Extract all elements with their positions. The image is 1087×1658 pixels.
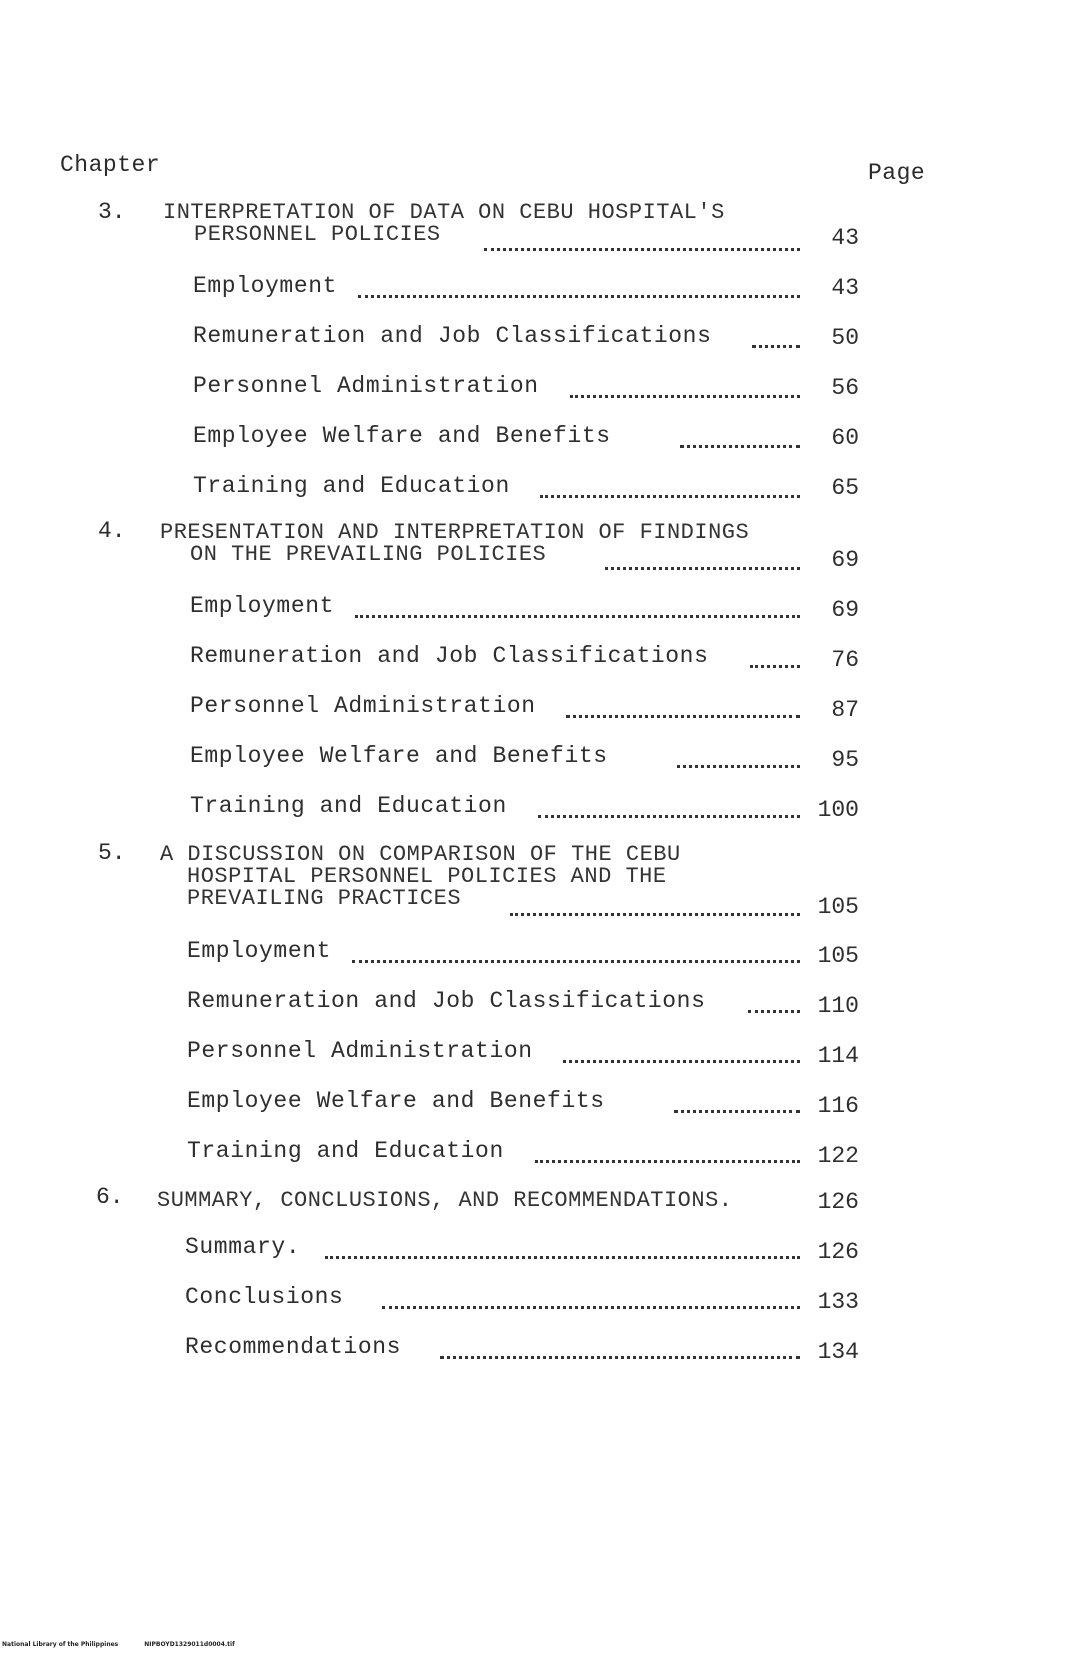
chapter-page-number: 105 xyxy=(817,894,859,920)
entry-page-number: 116 xyxy=(817,1093,859,1119)
dot-leader xyxy=(535,1135,800,1163)
page-column-header: Page xyxy=(868,160,926,186)
entry-label: Personnel Administration xyxy=(190,693,536,719)
entry-label: Employment xyxy=(187,938,332,964)
entry-page-number: 126 xyxy=(817,1239,859,1265)
chapter-page-number: 43 xyxy=(831,225,859,251)
entry-label: Training and Education xyxy=(190,793,507,819)
entry-page-number: 134 xyxy=(817,1339,859,1365)
entry-page-number: 133 xyxy=(817,1289,859,1315)
entry-label: Remuneration and Job Classifications xyxy=(190,643,709,669)
chapter-title xyxy=(157,1190,733,1212)
chapter-title-line: PERSONNEL POLICIES xyxy=(194,222,441,247)
entry-page-number: 95 xyxy=(831,747,859,773)
chapter-title-line: ON THE PREVAILING POLICIES xyxy=(190,542,547,567)
entry-page-number: 43 xyxy=(831,275,859,301)
entry-label: Training and Education xyxy=(187,1138,504,1164)
dot-leader xyxy=(566,690,800,718)
entry-page-number: 122 xyxy=(817,1143,859,1169)
dot-leader xyxy=(748,985,800,1013)
chapter-page-number: 126 xyxy=(817,1189,859,1215)
chapter-number: 3. xyxy=(98,199,126,225)
entry-label: Conclusions xyxy=(185,1284,344,1310)
entry-page-number: 65 xyxy=(831,475,859,501)
chapter-title-line: A DISCUSSION ON COMPARISON OF THE CEBU xyxy=(160,842,681,867)
chapter-number: 4. xyxy=(98,518,126,544)
dot-leader xyxy=(677,740,800,768)
chapter-number: 5. xyxy=(98,840,126,866)
entry-label: Remuneration and Job Classifications xyxy=(193,323,712,349)
entry-label: Remuneration and Job Classifications xyxy=(187,988,706,1014)
dot-leader xyxy=(382,1281,800,1309)
dot-leader xyxy=(674,1085,800,1113)
dot-leader xyxy=(325,1231,800,1259)
chapter-number: 6. xyxy=(96,1184,124,1210)
dot-leader xyxy=(352,935,800,963)
chapter-column-header: Chapter xyxy=(60,152,161,178)
chapter-title-line: INTERPRETATION OF DATA ON CEBU HOSPITAL'S xyxy=(163,200,725,225)
footer-library: National Library of the Philippines xyxy=(2,1641,119,1648)
entry-label: Employment xyxy=(190,593,335,619)
dot-leader xyxy=(570,370,800,398)
entry-page-number: 114 xyxy=(817,1043,859,1069)
entry-page-number: 56 xyxy=(831,375,859,401)
entry-page-number: 105 xyxy=(817,943,859,969)
dot-leader xyxy=(563,1035,800,1063)
entry-page-number: 110 xyxy=(817,993,859,1019)
chapter-page-number: 69 xyxy=(831,547,859,573)
dot-leader xyxy=(440,1331,800,1359)
entry-page-number: 87 xyxy=(831,697,859,723)
chapter-title-line: PREVAILING PRACTICES xyxy=(187,886,462,911)
entry-label: Personnel Administration xyxy=(193,373,539,399)
entry-label: Employee Welfare and Benefits xyxy=(187,1088,605,1114)
dot-leader xyxy=(680,420,800,448)
entry-page-number: 60 xyxy=(831,425,859,451)
dot-leader xyxy=(484,223,800,251)
entry-label: Employee Welfare and Benefits xyxy=(193,423,611,449)
entry-label: Personnel Administration xyxy=(187,1038,533,1064)
dot-leader xyxy=(510,888,800,916)
dot-leader xyxy=(750,640,800,668)
chapter-title-line: PRESENTATION AND INTERPRETATION OF FINDINGS xyxy=(160,520,750,545)
entry-page-number: 76 xyxy=(831,647,859,673)
entry-page-number: 50 xyxy=(831,325,859,351)
scan-footer xyxy=(2,1641,235,1648)
entry-label: Summary. xyxy=(185,1234,301,1260)
entry-label: Recommendations xyxy=(185,1334,402,1360)
footer-file-id: NIPBOYD1329011d0004.tif xyxy=(144,1641,235,1648)
entry-label: Employee Welfare and Benefits xyxy=(190,743,608,769)
dot-leader xyxy=(605,542,800,570)
entry-label: Employment xyxy=(193,273,338,299)
dot-leader xyxy=(355,590,800,618)
entry-label: Training and Education xyxy=(193,473,510,499)
dot-leader xyxy=(752,320,800,348)
dot-leader xyxy=(358,270,800,298)
chapter-title-line: SUMMARY, CONCLUSIONS, AND RECOMMENDATIONS. xyxy=(157,1188,733,1213)
chapter-title-line: HOSPITAL PERSONNEL POLICIES AND THE xyxy=(187,864,667,889)
dot-leader xyxy=(540,470,800,498)
entry-page-number: 69 xyxy=(831,597,859,623)
entry-page-number: 100 xyxy=(817,797,859,823)
dot-leader xyxy=(538,790,800,818)
